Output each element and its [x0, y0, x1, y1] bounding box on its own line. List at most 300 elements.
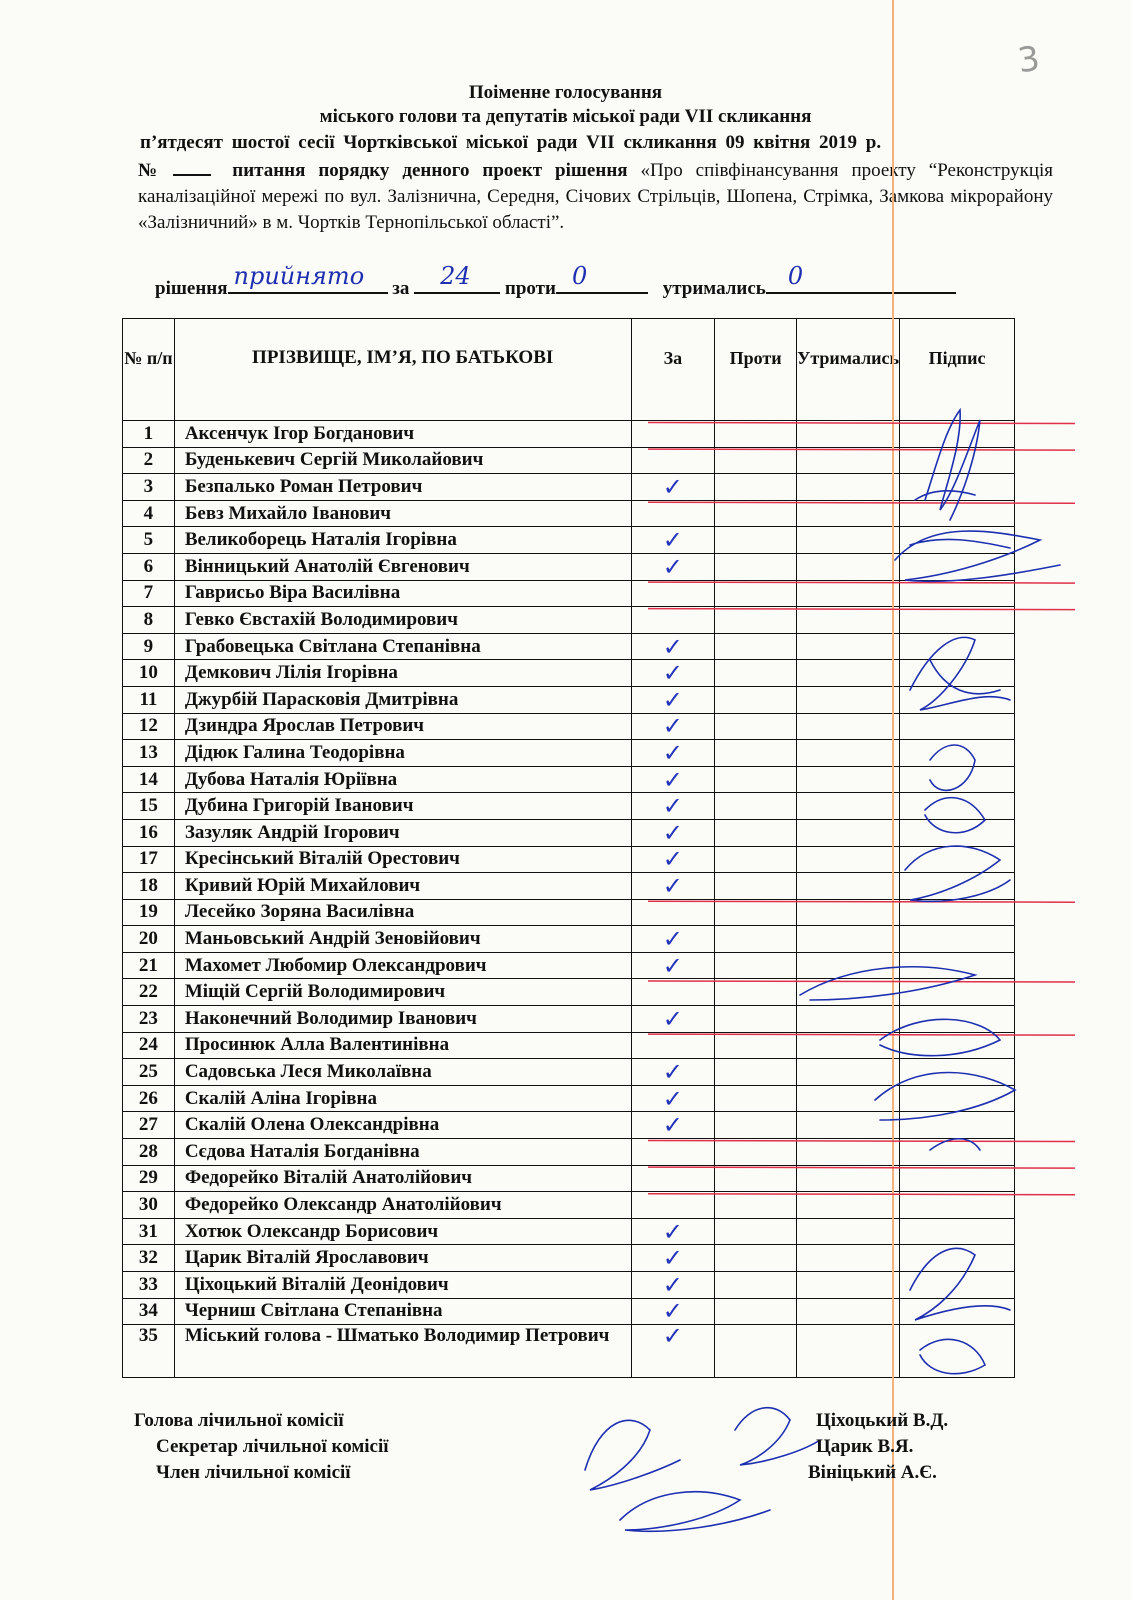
member-name: Дубина Григорій Іванович: [174, 793, 631, 820]
vote-for-cell: [631, 660, 715, 687]
vote-against-cell: [715, 846, 797, 873]
row-number: 21: [123, 952, 175, 979]
row-number: 3: [123, 474, 175, 501]
vote-abstain-cell: [797, 686, 900, 713]
table-row: [123, 1059, 1015, 1086]
check-mark-icon: ✓: [662, 951, 683, 980]
vote-abstain-cell: [797, 926, 900, 953]
vote-against-cell: [715, 713, 797, 740]
vote-against-cell: [715, 1245, 797, 1272]
signature-cell: [900, 527, 1015, 554]
signature-cell: [900, 421, 1015, 448]
row-number: 32: [123, 1245, 175, 1272]
signature-cell: [900, 1298, 1015, 1325]
vote-for-cell: [631, 553, 715, 580]
question-text: «Про співфінансування проекту “Реконструкція каналізаційної мережі по вул. Залізнична, Середня, Січових Стрільців, Шопена, Стрімка, Замкова мікрорайону «Залізничний» в м. Чортків Тернопільської області”.: [138, 160, 1054, 233]
vote-abstain-cell: [797, 500, 900, 527]
table-row: [123, 1218, 1015, 1245]
vote-for-cell: [631, 1322, 715, 1378]
check-mark-icon: ✓: [662, 1322, 683, 1351]
vote-abstain-cell: [797, 421, 900, 448]
row-number: 11: [123, 686, 175, 713]
table-row: [123, 926, 1015, 953]
signature-cell: [900, 580, 1015, 607]
vote-for-cell: [631, 979, 715, 1006]
vote-for-cell: [631, 873, 715, 900]
signature-cell: [900, 1218, 1015, 1245]
member-name: Маньовський Андрій Зеновійович: [174, 926, 631, 953]
row-number: 27: [123, 1112, 175, 1139]
vote-for-cell: [631, 421, 715, 448]
row-number: 18: [123, 873, 175, 900]
header-for: За: [631, 319, 715, 421]
row-number: 33: [123, 1272, 175, 1299]
against-field: [556, 262, 648, 294]
signature-cell: [900, 607, 1015, 634]
signature-cell: [900, 819, 1015, 846]
vote-against-cell: [715, 952, 797, 979]
signature-cell: [900, 1192, 1015, 1219]
member-name: Гевко Євстахій Володимирович: [174, 607, 631, 634]
table-row: [123, 713, 1015, 740]
vote-abstain-cell: [797, 873, 900, 900]
doc-title: Поіменне голосування: [468, 82, 663, 103]
vote-for-cell: [631, 580, 715, 607]
vote-for-cell: [631, 607, 715, 634]
signature-cell: [900, 926, 1015, 953]
row-number: 25: [123, 1059, 175, 1086]
member-name: Джурбій Парасковія Дмитрівна: [174, 686, 631, 713]
decision-field: [228, 262, 388, 294]
signature-cell: [900, 899, 1015, 926]
vote-for-cell: [631, 740, 715, 767]
commission-head-label: Голова лічильної комісії: [134, 1410, 344, 1431]
signature-cell: [900, 1272, 1015, 1299]
page-number: 3: [1015, 38, 1043, 82]
vote-abstain-cell: [797, 819, 900, 846]
vote-abstain-cell: [797, 1218, 900, 1245]
check-mark-icon: ✓: [662, 738, 683, 767]
member-name: Демкович Лілія Ігорівна: [174, 660, 631, 687]
signature-cell: [900, 660, 1015, 687]
vote-abstain-cell: [797, 553, 900, 580]
vote-abstain-cell: [797, 1112, 900, 1139]
for-label: за: [392, 278, 410, 299]
vote-for-cell: [631, 1192, 715, 1219]
member-name: Ціхоцький Віталій Деонідович: [174, 1272, 631, 1299]
vote-against-cell: [715, 1165, 797, 1192]
row-number: 5: [123, 527, 175, 554]
table-row: [123, 1245, 1015, 1272]
check-mark-icon: ✓: [662, 765, 683, 794]
signature-cell: [900, 686, 1015, 713]
vote-for-cell: [631, 1272, 715, 1299]
member-name: Дзиндра Ярослав Петрович: [174, 713, 631, 740]
vote-abstain-cell: [797, 447, 900, 474]
commission-head-name: Ціхоцький В.Д.: [816, 1410, 949, 1431]
member-name: Дідюк Галина Теодорівна: [174, 740, 631, 767]
member-name: Садовська Леся Миколаївна: [174, 1059, 631, 1086]
vote-for-cell: [631, 713, 715, 740]
check-mark-icon: ✓: [662, 1111, 683, 1140]
vote-for-cell: [631, 1218, 715, 1245]
vote-abstain-cell: [797, 713, 900, 740]
vote-for-cell: [631, 793, 715, 820]
question-no-label: №: [138, 160, 166, 181]
member-name: Дубова Наталія Юріївна: [174, 766, 631, 793]
vote-for-cell: [631, 846, 715, 873]
decision-label: рішення: [155, 278, 228, 299]
row-number: 17: [123, 846, 175, 873]
member-name: Хотюк Олександр Борисович: [174, 1218, 631, 1245]
vote-abstain-cell: [797, 952, 900, 979]
member-name: Федорейко Олександр Анатолійович: [174, 1192, 631, 1219]
commission-signature-1: [585, 1420, 680, 1490]
row-number: 28: [123, 1139, 175, 1166]
table-row: [123, 527, 1015, 554]
row-number: 20: [123, 926, 175, 953]
signature-cell: [900, 766, 1015, 793]
abstain-field: [766, 262, 956, 294]
member-name: Сєдова Наталія Богданівна: [174, 1139, 631, 1166]
signature-cell: [900, 474, 1015, 501]
member-name: Зазуляк Андрій Ігорович: [174, 819, 631, 846]
vote-against-cell: [715, 553, 797, 580]
vote-against-cell: [715, 740, 797, 767]
signature-cell: [900, 1006, 1015, 1033]
table-row: [123, 686, 1015, 713]
table-row: [123, 1006, 1015, 1033]
doc-subtitle: міського голови та депутатів міської ради VII скликання: [319, 106, 812, 127]
member-name: Кресінський Віталій Орестович: [174, 846, 631, 873]
member-name: Великоборець Наталія Ігорівна: [174, 527, 631, 554]
signature-cell: [900, 1032, 1015, 1059]
signature-cell: [900, 1325, 1015, 1378]
signature-cell: [900, 447, 1015, 474]
vote-abstain-cell: [797, 1325, 900, 1378]
vote-for-cell: [631, 952, 715, 979]
signature-cell: [900, 952, 1015, 979]
signature-cell: [900, 1165, 1015, 1192]
check-mark-icon: ✓: [662, 845, 683, 874]
row-number: 16: [123, 819, 175, 846]
row-number: 31: [123, 1218, 175, 1245]
member-name: Міщій Сергій Володимирович: [174, 979, 631, 1006]
vote-abstain-cell: [797, 1085, 900, 1112]
commission-signature-3: [620, 1492, 770, 1531]
vote-for-cell: [631, 527, 715, 554]
row-number: 26: [123, 1085, 175, 1112]
header-signature: Підпис: [900, 319, 1015, 421]
vote-against-cell: [715, 793, 797, 820]
row-number: 22: [123, 979, 175, 1006]
signature-cell: [900, 793, 1015, 820]
table-row: [123, 1272, 1015, 1299]
signature-cell: [900, 553, 1015, 580]
commission-member-name: Вініцький А.Є.: [808, 1462, 937, 1483]
vote-against-cell: [715, 580, 797, 607]
check-mark-icon: ✓: [662, 712, 683, 741]
signature-cell: [900, 1245, 1015, 1272]
check-mark-icon: ✓: [662, 1058, 683, 1087]
member-name: Наконечний Володимир Іванович: [174, 1006, 631, 1033]
table-row: [123, 580, 1015, 607]
check-mark-icon: ✓: [662, 552, 683, 581]
vote-for-cell: [631, 1245, 715, 1272]
vote-against-cell: [715, 1272, 797, 1299]
vote-abstain-cell: [797, 1032, 900, 1059]
member-name: Бевз Михайло Іванович: [174, 500, 631, 527]
vote-abstain-cell: [797, 633, 900, 660]
vote-abstain-cell: [797, 740, 900, 767]
signature-cell: [900, 740, 1015, 767]
vote-abstain-cell: [797, 580, 900, 607]
signature-cell: [900, 633, 1015, 660]
vote-abstain-cell: [797, 474, 900, 501]
question-label: питання порядку денного проект рішення: [232, 160, 628, 181]
vote-for-cell: [631, 686, 715, 713]
table-row: [123, 447, 1015, 474]
table-row: [123, 1165, 1015, 1192]
vote-abstain-cell: [797, 1298, 900, 1325]
vote-against-cell: [715, 633, 797, 660]
vote-rows: [123, 421, 1015, 1378]
vote-against-cell: [715, 766, 797, 793]
question-block: [138, 158, 1053, 236]
vote-for-cell: [631, 766, 715, 793]
signature-cell: [900, 1059, 1015, 1086]
row-number: 7: [123, 580, 175, 607]
table-row: [123, 421, 1015, 448]
member-name: Царик Віталій Ярославович: [174, 1245, 631, 1272]
commission-member-label: Член лічильної комісії: [156, 1462, 351, 1483]
vote-abstain-cell: [797, 1272, 900, 1299]
member-name: Буденькевич Сергій Миколайович: [174, 447, 631, 474]
table-row: [123, 1192, 1015, 1219]
check-mark-icon: ✓: [662, 526, 683, 555]
row-number: 19: [123, 899, 175, 926]
row-number: 10: [123, 660, 175, 687]
table-row: [123, 1112, 1015, 1139]
row-number: 14: [123, 766, 175, 793]
signature-cell: [900, 713, 1015, 740]
member-name: Скалій Аліна Ігорівна: [174, 1085, 631, 1112]
vote-against-cell: [715, 500, 797, 527]
row-number: 8: [123, 607, 175, 634]
vote-abstain-cell: [797, 1139, 900, 1166]
commission-secretary-label: Секретар лічильної комісії: [156, 1436, 389, 1457]
row-number: 23: [123, 1006, 175, 1033]
vote-against-cell: [715, 979, 797, 1006]
vote-against-cell: [715, 926, 797, 953]
signature-cell: [900, 846, 1015, 873]
member-name: Лесейко Зоряна Василівна: [174, 899, 631, 926]
vote-for-cell: [631, 1059, 715, 1086]
vote-abstain-cell: [797, 1245, 900, 1272]
row-number: 13: [123, 740, 175, 767]
decision-line: [155, 262, 956, 300]
vote-against-cell: [715, 474, 797, 501]
table-row: [123, 1325, 1015, 1378]
table-row: [123, 979, 1015, 1006]
header-abstain: Утримались: [797, 319, 900, 421]
commission-secretary-name: Царик В.Я.: [816, 1436, 914, 1457]
vote-against-cell: [715, 1032, 797, 1059]
row-number: 30: [123, 1192, 175, 1219]
vote-against-cell: [715, 873, 797, 900]
member-name: Вінницький Анатолій Євгенович: [174, 553, 631, 580]
vote-against-cell: [715, 686, 797, 713]
header-name: ПРІЗВИЩЕ, ІМ’Я, ПО БАТЬКОВІ: [174, 319, 631, 421]
decision-value: прийнято: [233, 262, 365, 290]
vote-abstain-cell: [797, 527, 900, 554]
check-mark-icon: ✓: [662, 685, 683, 714]
row-number: 34: [123, 1298, 175, 1325]
vote-against-cell: [715, 1085, 797, 1112]
table-row: [123, 819, 1015, 846]
signature-cell: [900, 500, 1015, 527]
check-mark-icon: ✓: [662, 659, 683, 688]
vote-for-cell: [631, 447, 715, 474]
abstain-label: утримались: [662, 278, 766, 299]
vote-against-cell: [715, 1325, 797, 1378]
vote-for-cell: [631, 500, 715, 527]
commission-signature-2: [735, 1408, 820, 1465]
vote-against-cell: [715, 1139, 797, 1166]
vote-against-cell: [715, 1298, 797, 1325]
header-against: Проти: [715, 319, 797, 421]
table-row: [123, 873, 1015, 900]
vote-for-cell: [631, 899, 715, 926]
signature-cell: [900, 1085, 1015, 1112]
vote-for-cell: [631, 1112, 715, 1139]
vote-against-cell: [715, 447, 797, 474]
vote-for-cell: [631, 1085, 715, 1112]
check-mark-icon: ✓: [662, 1217, 683, 1246]
member-name: Міський голова - Шматько Володимир Петрович: [174, 1325, 631, 1378]
member-name: Безпалько Роман Петрович: [174, 474, 631, 501]
vote-abstain-cell: [797, 899, 900, 926]
check-mark-icon: ✓: [662, 925, 683, 954]
member-name: Аксенчук Ігор Богданович: [174, 421, 631, 448]
vote-against-cell: [715, 1218, 797, 1245]
table-row: [123, 1085, 1015, 1112]
vote-for-cell: [631, 1298, 715, 1325]
row-number: 1: [123, 421, 175, 448]
vote-for-cell: [631, 474, 715, 501]
member-name: Просинюк Алла Валентинівна: [174, 1032, 631, 1059]
vote-abstain-cell: [797, 1165, 900, 1192]
table-row: [123, 899, 1015, 926]
table-row: [123, 846, 1015, 873]
vote-for-cell: [631, 1165, 715, 1192]
question-no-blank: [173, 160, 211, 176]
check-mark-icon: ✓: [662, 792, 683, 821]
table-row: [123, 1032, 1015, 1059]
vote-against-cell: [715, 660, 797, 687]
vote-for-cell: [631, 926, 715, 953]
check-mark-icon: ✓: [662, 871, 683, 900]
signature-cell: [900, 1139, 1015, 1166]
vote-abstain-cell: [797, 846, 900, 873]
table-row: [123, 633, 1015, 660]
member-name: Гаврисьо Віра Василівна: [174, 580, 631, 607]
for-field: [414, 262, 500, 294]
row-number: 9: [123, 633, 175, 660]
session-line: п’ятдесят шостої сесії Чортківської міської ради VII скликання 09 квітня 2019 р.: [140, 132, 882, 153]
vote-abstain-cell: [797, 607, 900, 634]
vote-against-cell: [715, 1112, 797, 1139]
vote-for-cell: [631, 1139, 715, 1166]
table-row: [123, 766, 1015, 793]
vote-against-cell: [715, 421, 797, 448]
table-row: [123, 553, 1015, 580]
against-label: проти: [504, 278, 556, 299]
vote-abstain-cell: [797, 766, 900, 793]
check-mark-icon: ✓: [662, 632, 683, 661]
vote-against-cell: [715, 1006, 797, 1033]
table-row: [123, 1139, 1015, 1166]
vote-against-cell: [715, 819, 797, 846]
signature-cell: [900, 873, 1015, 900]
vote-abstain-cell: [797, 1006, 900, 1033]
check-mark-icon: ✓: [662, 1084, 683, 1113]
vote-for-cell: [631, 1032, 715, 1059]
check-mark-icon: ✓: [662, 1297, 683, 1326]
member-name: Федорейко Віталій Анатолійович: [174, 1165, 631, 1192]
check-mark-icon: ✓: [662, 1244, 683, 1273]
vote-abstain-cell: [797, 1059, 900, 1086]
row-number: 24: [123, 1032, 175, 1059]
vote-against-cell: [715, 527, 797, 554]
row-number: 15: [123, 793, 175, 820]
table-row: [123, 660, 1015, 687]
table-row: [123, 607, 1015, 634]
check-mark-icon: ✓: [662, 818, 683, 847]
vote-for-cell: [631, 633, 715, 660]
row-number: 12: [123, 713, 175, 740]
signature-cell: [900, 1112, 1015, 1139]
table-row: [123, 793, 1015, 820]
row-number: 6: [123, 553, 175, 580]
vote-abstain-cell: [797, 979, 900, 1006]
vote-for-cell: [631, 819, 715, 846]
check-mark-icon: ✓: [662, 472, 683, 501]
signature-cell: [900, 979, 1015, 1006]
abstain-value: 0: [787, 262, 804, 290]
vote-against-cell: [715, 607, 797, 634]
check-mark-icon: ✓: [662, 1004, 683, 1033]
row-number: 2: [123, 447, 175, 474]
table-row: [123, 1298, 1015, 1325]
row-number: 4: [123, 500, 175, 527]
vote-abstain-cell: [797, 793, 900, 820]
vote-table: [122, 318, 1015, 1378]
vote-abstain-cell: [797, 1192, 900, 1219]
vote-abstain-cell: [797, 660, 900, 687]
table-row: [123, 952, 1015, 979]
vote-for-cell: [631, 1006, 715, 1033]
vote-against-cell: [715, 1192, 797, 1219]
member-name: Грабовецька Світлана Степанівна: [174, 633, 631, 660]
member-name: Кривий Юрій Михайлович: [174, 873, 631, 900]
member-name: Махомет Любомир Олександрович: [174, 952, 631, 979]
row-number: 29: [123, 1165, 175, 1192]
header-num: № п/п: [123, 319, 175, 421]
check-mark-icon: ✓: [662, 1270, 683, 1299]
table-row: [123, 474, 1015, 501]
member-name: Черниш Світлана Степанівна: [174, 1298, 631, 1325]
